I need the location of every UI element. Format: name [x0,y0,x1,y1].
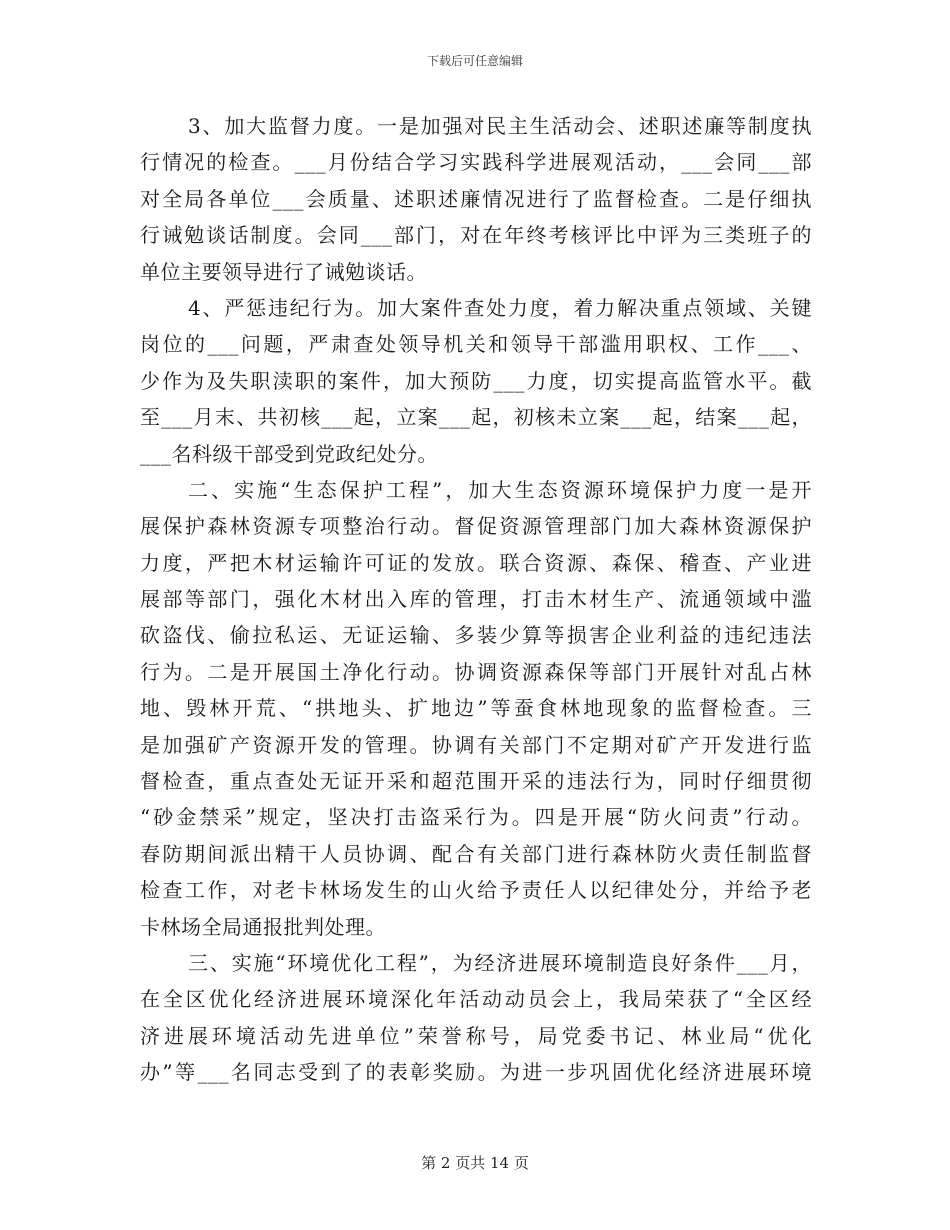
text-line: 行情况的检查。___月份结合学习实践科学进展观活动，___会同___部 [140,150,812,175]
text-line: 在全区优化经济进展环境深化年活动动员会上，我局荣获了“全区经 [140,987,812,1012]
text-line: “砂金禁采”规定，坚决打击盗采行为。四是开展“防火问责”行动。 [140,805,812,830]
text-line: 督检查，重点查处无证开采和超范围开采的违法行为，同时仔细贯彻 [140,769,812,794]
text-line: 至___月末、共初核___起，立案___起，初核未立案___起，结案___起， [140,405,812,430]
document-body [140,108,812,1091]
text-line: 力度，严把木材运输许可证的发放。联合资源、森保、稽查、产业进 [140,550,812,575]
page-header: 下载后可任意编辑 [426,54,523,68]
text-line: 砍盗伐、偷拉私运、无证运输、多装少算等损害企业利益的违纪违法 [140,623,812,648]
text-line: 春防期间派出精干人员协调、配合有关部门进行森林防火责任制监督 [140,841,812,866]
paragraph-environment [140,945,812,1091]
text-line: 济进展环境活动先进单位”荣誉称号，局党委书记、林业局“优化 [140,1023,812,1048]
text-line: 行诫勉谈话制度。会同___部门，对在年终考核评比中评为三类班子的 [140,223,812,248]
text-line: 对全局各单位___会质量、述职述廉情况进行了监督检查。二是仔细执 [140,186,812,211]
text-line: 4、严惩违纪行为。加大案件查处力度，着力解决重点领域、关键 [188,295,812,320]
text-line: 办”等___名同志受到了的表彰奖励。为进一步巩固优化经济进展环境 [140,1060,812,1085]
text-line: ___名科级干部受到党政纪处分。 [140,441,438,466]
text-line: 少作为及失职渎职的案件，加大预防___力度，切实提高监管水平。截 [140,368,812,393]
text-line: 卡林场全局通报批判处理。 [140,914,386,939]
text-line: 二、实施“生态保护工程”，加大生态资源环境保护力度一是开 [188,477,812,502]
text-line: 地、毁林开荒、“拱地头、扩地边”等蚕食林地现象的监督检查。三 [140,696,812,721]
paragraph-discipline [140,290,812,472]
text-line: 展部等部门，强化木材出入库的管理，打击木材生产、流通领域中滥 [140,587,812,612]
page-number-footer: 第 2 页共 14 页 [421,1154,529,1172]
text-line: 3、加大监督力度。一是加强对民主生活动会、述职述廉等制度执 [188,114,812,138]
paragraph-supervision [140,108,812,290]
text-line: 检查工作，对老卡林场发生的山火给予责任人以纪律处分，并给予老 [140,878,812,903]
text-line: 是加强矿产资源开发的管理。协调有关部门不定期对矿产开发进行监 [140,732,812,757]
text-line: 单位主要领导进行了诫勉谈话。 [140,259,427,284]
text-line: 岗位的___问题，严肃查处领导机关和领导干部滥用职权、工作___、 [140,332,812,357]
text-line: 行为。二是开展国土净化行动。协调资源森保等部门开展针对乱占林 [140,659,812,684]
text-line: 展保护森林资源专项整治行动。督促资源管理部门加大森林资源保护 [140,514,812,539]
paragraph-ecology [140,472,812,945]
text-line: 三、实施“环境优化工程”，为经济进展环境制造良好条件___月， [188,950,812,975]
